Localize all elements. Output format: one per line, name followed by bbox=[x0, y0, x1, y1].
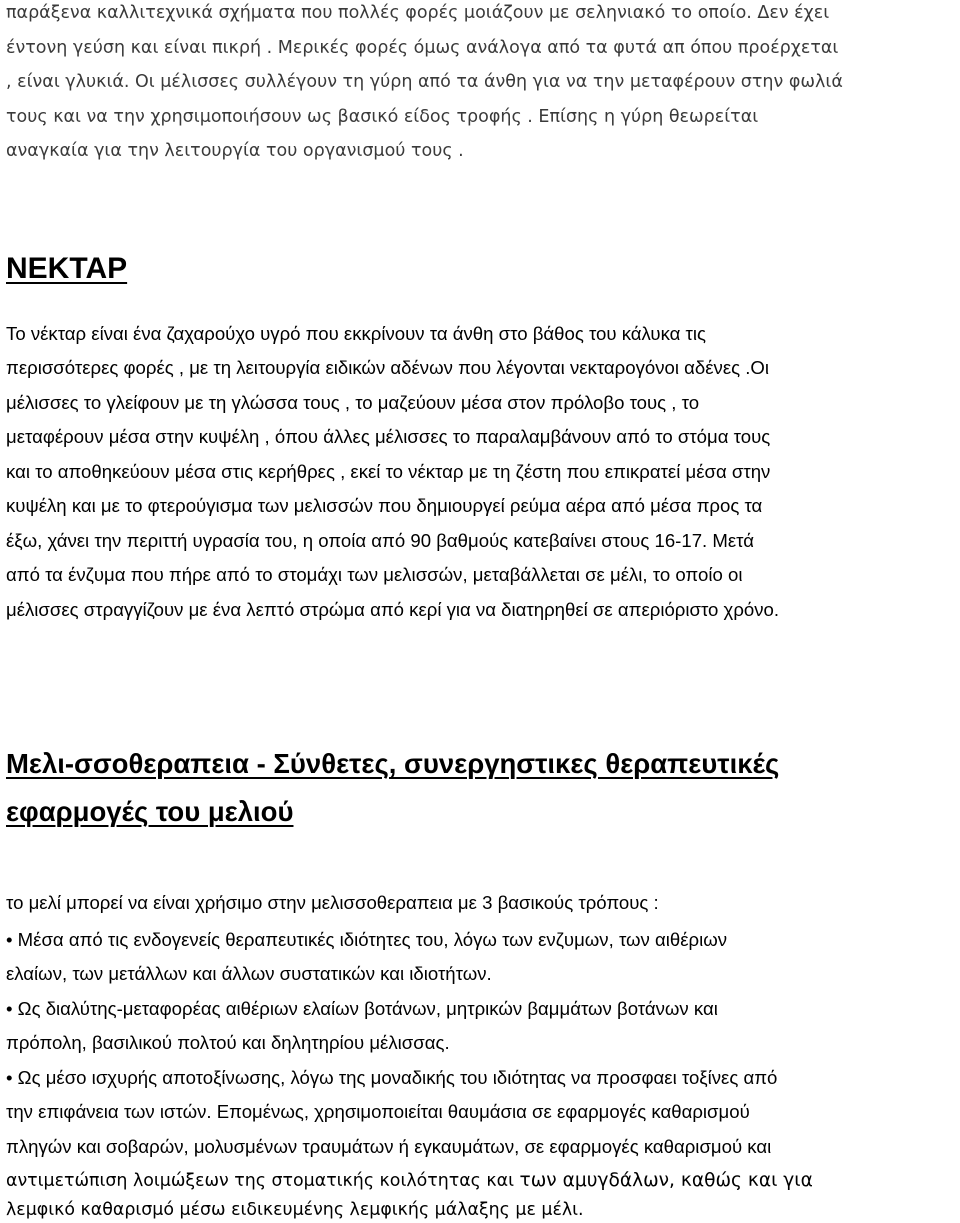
intro-line: τους και να την χρησιμοποιήσουν ως βασικό είδος τροφής . Επίσης η γύρη θεωρείται bbox=[6, 107, 759, 127]
melitherapy-line-part: αντιμετώπιση λοιμώξεων της στοματικής κοιλότητας και bbox=[6, 1171, 520, 1191]
melitherapy-line: πληγών και σοβαρών, μολυσμένων τραυμάτων ή εγκαυμάτων, σε εφαρμογές καθαρισμού και bbox=[6, 1136, 772, 1157]
melitherapy-line bbox=[6, 1169, 813, 1193]
intro-line: αναγκαία για την λειτουργία του οργανισμού τους . bbox=[6, 141, 464, 161]
nektar-line: από τα ένζυμα που πήρε από το στομάχι των μελισσών, μεταβάλλεται σε μέλι, το οποίο οι bbox=[6, 564, 743, 585]
intro-line: παράξενα καλλιτεχνικά σχήματα που πολλές φορές μοιάζουν με σεληνιακό το οποίο. Δεν έχει bbox=[6, 3, 830, 23]
nektar-line: Το νέκταρ είναι ένα ζαχαρούχο υγρό που εκκρίνουν τα άνθη στο βάθος του κάλυκα τις bbox=[6, 323, 706, 344]
nektar-line: κυψέλη και με το φτερούγισμα των μελισσών που δημιουργεί ρεύμα αέρα από μέσα προς τα bbox=[6, 495, 763, 516]
melitherapy-line: πρόπολη, βασιλικού πολτού και δηλητηρίου μέλισσας. bbox=[6, 1032, 450, 1053]
nektar-line: μεταφέρουν μέσα στην κυψέλη , όπου άλλες μέλισσες το παραλαμβάνουν από το στόμα τους bbox=[6, 426, 771, 447]
melitherapy-line: ελαίων, των μετάλλων και άλλων συστατικών και ιδιοτήτων. bbox=[6, 963, 492, 984]
melitherapy-line: το μελί μπορεί να είναι χρήσιμο στην μελισσοθεραπεια με 3 βασικούς τρόπους : bbox=[6, 892, 659, 913]
nektar-line: μέλισσες στραγγίζουν με ένα λεπτό στρώμα από κερί για να διατηρηθεί σε απεριόριστο χρόνο. bbox=[6, 599, 780, 620]
intro-line: έντονη γεύση και είναι πικρή . Μερικές φορές όμως ανάλογα από τα φυτά απ όπου προέρχεται bbox=[6, 38, 839, 58]
section-heading-nektar: ΝΕΚΤΑΡ bbox=[6, 252, 128, 285]
nektar-line: έξω, χάνει την περιττή υγρασία του, η οποία από 90 βαθμούς κατεβαίνει στους 16-17. Μετά bbox=[6, 530, 754, 551]
section-heading-melitherapy-cont: εφαρμογές του μελιού bbox=[6, 796, 294, 827]
melitherapy-line: λεμφικό καθαρισμό μέσω ειδικευμένης λεμφικής μάλαξης με μέλι. bbox=[6, 1200, 584, 1220]
melitherapy-line-part: των αμυγδάλων, καθώς και για bbox=[519, 1170, 813, 1191]
melitherapy-line: την επιφάνεια των ιστών. Επομένως, χρησιμοποιείται θαυμάσια σε εφαρμογές καθαρισμού bbox=[6, 1101, 750, 1122]
nektar-line: περισσότερες φορές , με τη λειτουργία ειδικών αδένων που λέγονται νεκταρογόνοι αδένες .Οι bbox=[6, 357, 770, 378]
nektar-line: και το αποθηκεύουν μέσα στις κερήθρες , εκεί το νέκταρ με τη ζέστη που επικρατεί μέσα στην bbox=[6, 461, 771, 482]
intro-line: , είναι γλυκιά. Οι μέλισσες συλλέγουν τη γύρη από τα άνθη για να την μεταφέρουν στην φωλιά bbox=[6, 72, 843, 92]
bullet-item: • Μέσα από τις ενδογενείς θεραπευτικές ιδιότητες του, λόγω των ενζυμων, των αιθέριων bbox=[6, 929, 728, 950]
bullet-item: • Ως διαλύτης-μεταφορέας αιθέριων ελαίων βοτάνων, μητρικών βαμμάτων βοτάνων και bbox=[6, 998, 718, 1019]
section-heading-melitherapy: Μελι-σσοθεραπεια - Σύνθετες, συνεργηστικες θεραπευτικές bbox=[6, 748, 780, 779]
nektar-line: μέλισσες το γλείφουν με τη γλώσσα τους , το μαζεύουν μέσα στον πρόλοβο τους , το bbox=[6, 392, 700, 413]
bullet-item: • Ως μέσο ισχυρής αποτοξίνωσης, λόγω της μοναδικής του ιδιότητας να προσφαει τοξίνες από bbox=[6, 1067, 778, 1088]
